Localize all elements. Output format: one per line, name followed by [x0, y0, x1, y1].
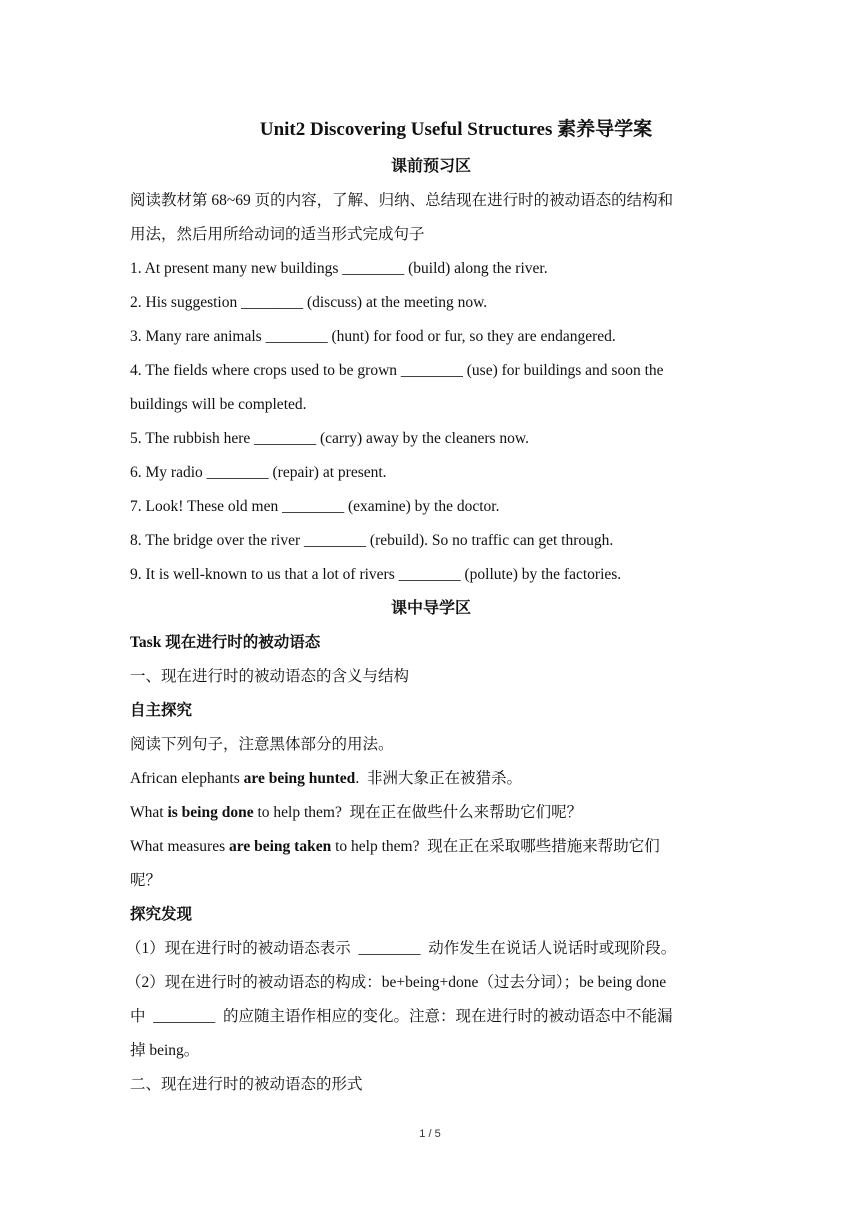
discover-point-2: （2）现在进行时的被动语态的构成：be+being+done（过去分词）；be being done [126, 974, 667, 991]
document-page [126, 110, 732, 1102]
exercise-line: 8. The bridge over the river ________ (rebuild). So no traffic can get through. [130, 532, 614, 549]
example-text: What measures [130, 838, 229, 855]
example-sentence-2 [130, 796, 732, 830]
exercise-line: 2. His suggestion ________ (discuss) at the meeting now. [130, 294, 488, 311]
part-one-heading: 一、现在进行时的被动语态的含义与结构 [130, 668, 410, 685]
example-text: to help them? 现在正在采取哪些措施来帮助它们 [331, 838, 660, 855]
example-bold-phrase: is being done [167, 804, 254, 821]
explore-heading: 自主探究 [130, 702, 193, 719]
example-sentence-1 [130, 762, 732, 796]
example-sentence-3-cont: 呢？ [130, 872, 162, 889]
example-text: What [130, 804, 168, 821]
exercise-line: 5. The rubbish here ________ (carry) away by the cleaners now. [130, 430, 529, 447]
example-bold-phrase: are being taken [229, 838, 332, 855]
exercise-line: 9. It is well-known to us that a lot of rivers ________ (pollute) by the factories. [130, 566, 622, 583]
in-class-heading: 课中导学区 [390, 600, 471, 617]
discover-point-2-cont: 中 ________ 的应随主语作相应的变化。注意：现在进行时的被动语态中不能漏 [130, 1008, 673, 1025]
pre-class-intro-line-2: 用法，然后用所给动词的适当形式完成句子 [130, 226, 425, 243]
document-title: Unit2 Discovering Useful Structures 素养导学案 [259, 119, 653, 140]
part-two-heading: 二、现在进行时的被动语态的形式 [130, 1076, 363, 1093]
page-number: 1 / 5 [419, 1128, 441, 1140]
discover-heading: 探究发现 [130, 906, 193, 923]
example-text: . 非洲大象正在被猎杀。 [355, 770, 522, 787]
read-instruction: 阅读下列句子，注意黑体部分的用法。 [130, 736, 394, 753]
exercise-line: 4. The fields where crops used to be grown ________ (use) for buildings and soon the [130, 362, 664, 379]
exercise-line: 3. Many rare animals ________ (hunt) for food or fur, so they are endangered. [130, 328, 616, 345]
pre-class-intro-line-1: 阅读教材第 68~69 页的内容，了解、归纳、总结现在进行时的被动语态的结构和 [130, 192, 674, 209]
example-text: to help them? 现在正在做些什么来帮助它们呢？ [253, 804, 583, 821]
pre-class-heading: 课前预习区 [390, 158, 471, 175]
discover-point-1: （1）现在进行时的被动语态表示 ________ 动作发生在说话人说话时或现阶段。 [126, 940, 677, 957]
exercise-line: 1. At present many new buildings ________ (build) along the river. [130, 260, 548, 277]
task-heading: Task 现在进行时的被动语态 [130, 634, 321, 651]
example-text: African elephants [130, 770, 244, 787]
example-bold-phrase: are being hunted [243, 770, 356, 787]
discover-point-2-end: 掉 being。 [130, 1042, 200, 1059]
exercise-line: 7. Look! These old men ________ (examine) by the doctor. [130, 498, 500, 515]
example-sentence-3 [130, 830, 732, 864]
exercise-line: buildings will be completed. [130, 396, 307, 413]
exercise-line: 6. My radio ________ (repair) at present. [130, 464, 387, 481]
